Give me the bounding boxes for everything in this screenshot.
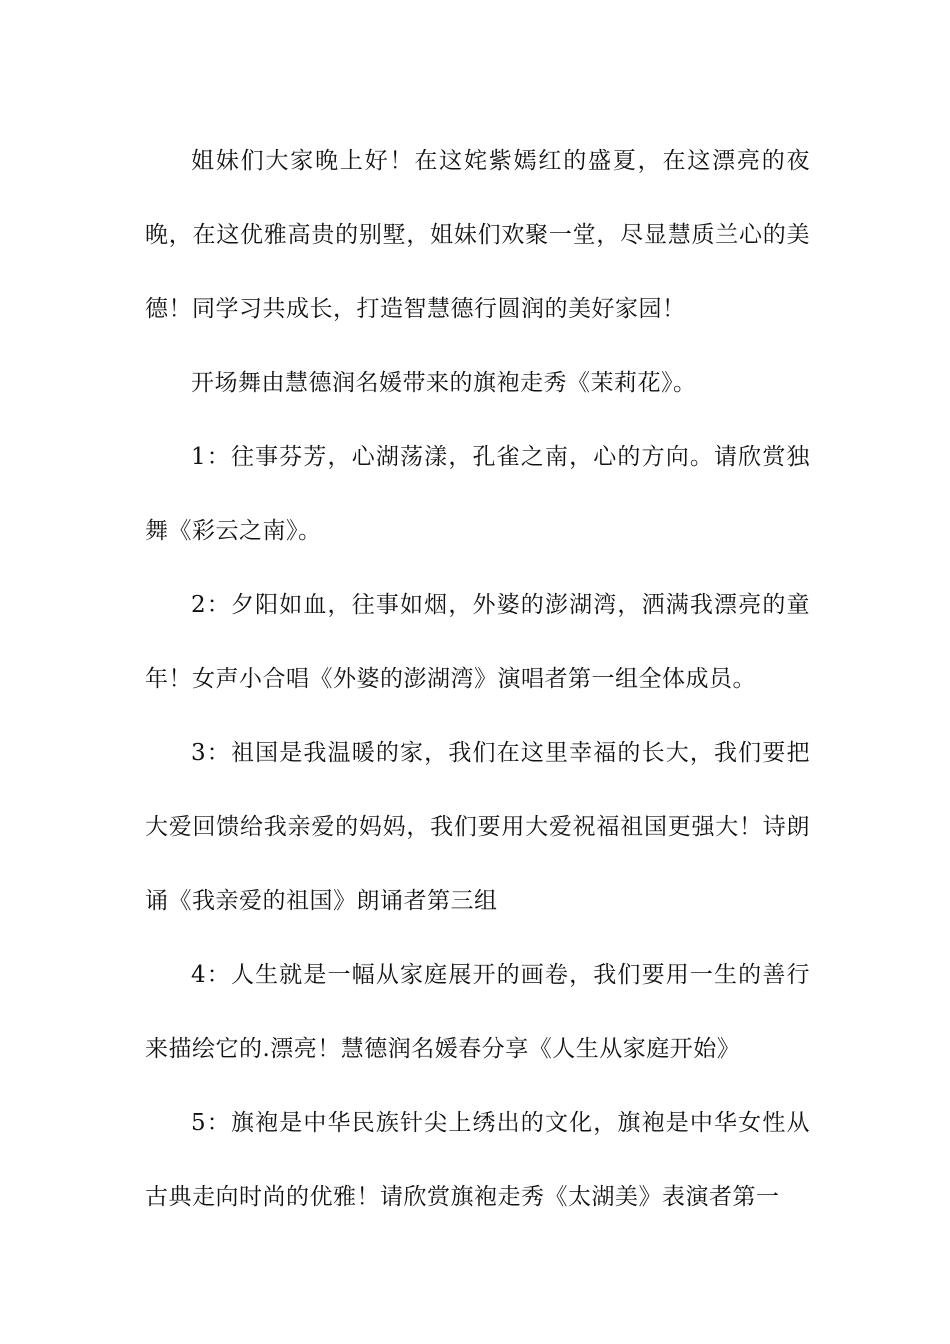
paragraph-item-3: 3：祖国是我温暖的家，我们在这里幸福的长大，我们要把大爱回馈给我亲爱的妈妈，我们要用大爱祝福祖国更强大！诗朗诵《我亲爱的祖国》朗诵者第三组 (145, 740, 810, 914)
paragraph-item-4: 4：人生就是一幅从家庭展开的画卷，我们要用一生的善行来描绘它的.漂亮！慧德润名媛春分享《人生从家庭开始》 (145, 962, 810, 1062)
paragraph-item-2: 2：夕阳如血，往事如烟，外婆的澎湖湾，洒满我漂亮的童年！女声小合唱《外婆的澎湖湾》演唱者第一组全体成员。 (145, 592, 810, 692)
document-body (145, 124, 810, 1234)
paragraph-opening-dance: 开场舞由慧德润名媛带来的旗袍走秀《茉莉花》。 (191, 370, 697, 396)
paragraph-opening: 姐妹们大家晚上好！在这姹紫嫣红的盛夏，在这漂亮的夜晚，在这优雅高贵的别墅，姐妹们欢聚一堂，尽显慧质兰心的美德！同学习共成长，打造智慧德行圆润的美好家园！ (145, 148, 810, 322)
paragraph-item-1: 1：往事芬芳，心湖荡漾，孔雀之南，心的方向。请欣赏独舞《彩云之南》。 (145, 444, 810, 544)
paragraph-item-5: 5：旗袍是中华民族针尖上绣出的文化，旗袍是中华女性从古典走向时尚的优雅！请欣赏旗袍走秀《太湖美》表演者第一 (145, 1110, 810, 1210)
